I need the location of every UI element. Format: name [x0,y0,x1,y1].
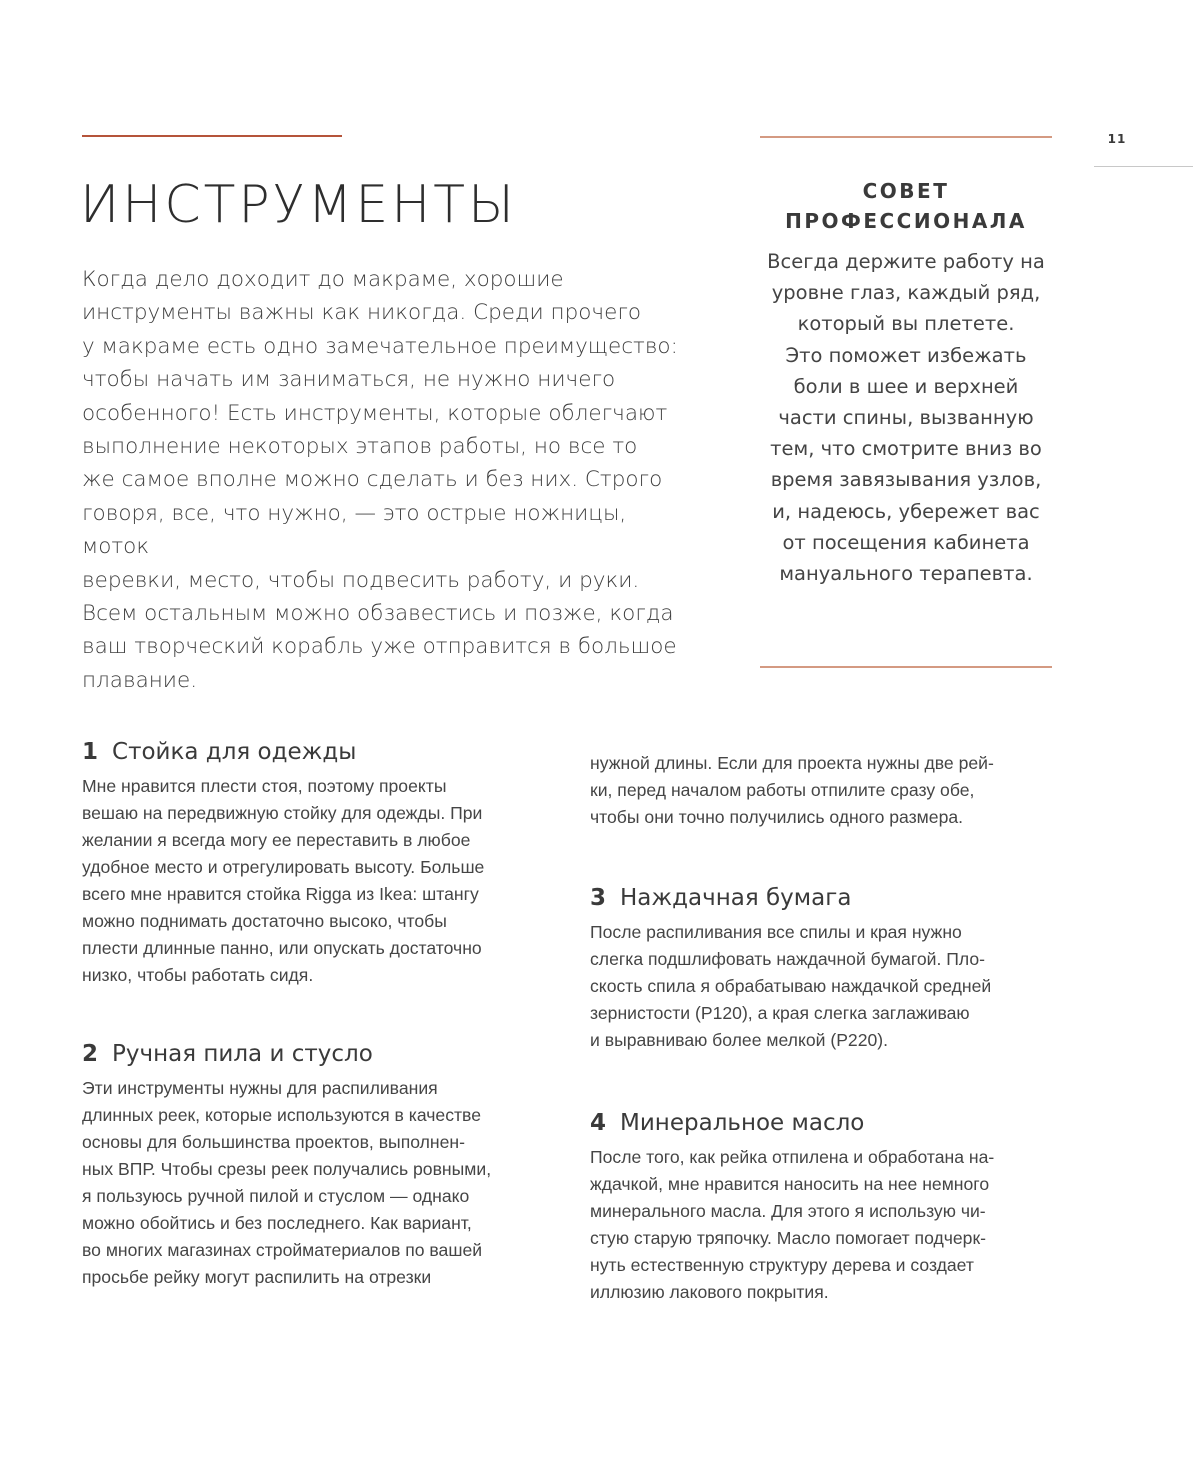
body-line: всего мне нравится стойка Rigga из Ikea: штангу [82,884,479,904]
pro-tip-line: тем, что смотрите вниз во [770,437,1042,461]
body-line: чтобы они точно получились одного размера. [590,807,964,827]
section-number: 2 [82,1041,99,1067]
body-line: удобное место и отрегулировать высоту. Больше [82,857,485,877]
body-line: стую старую тряпочку. Масло помогает подчерк- [590,1228,987,1248]
section-number: 4 [590,1110,607,1136]
section-title: Ручная пила и стусло [112,1041,373,1067]
body-line: иллюзию лакового покрытия. [590,1282,829,1302]
body-line: зернистости (P120), а края слегка заглаживаю [590,1003,970,1023]
body-line: вешаю на передвижную стойку для одежды. При [82,803,483,823]
intro-line: же самое вполне можно сделать и без них. Строго [82,467,663,493]
page-number: 11 [1107,132,1127,146]
folio-rule [1094,166,1193,167]
body-line: и выравниваю более мелкой (P220). [590,1030,889,1050]
intro-line: веревки, место, чтобы подвесить работу, и руки. [82,567,640,593]
title-rule [82,135,342,137]
intro-paragraph [82,263,682,697]
pro-tip-line: мануального терапевта. [779,562,1033,586]
section-clothes-rack [82,735,552,989]
intro-line: у макраме есть одно замечательное преимущество: [82,333,678,359]
intro-line: Всем остальным можно обзавестись и позже, когда [82,601,674,627]
pro-tip-line: от посещения кабинета [782,530,1030,554]
body-line: После распиливания все спилы и края нужно [590,922,962,942]
section-sandpaper [590,881,1060,1054]
body-line: ки, перед началом работы отпилите сразу обе, [590,780,975,800]
left-column [82,735,552,1291]
body-line: ждачкой, мне нравится наносить на нее немного [590,1174,990,1194]
pro-tip-line: Всегда держите работу на [767,250,1045,273]
pro-tip-line: уровне глаз, каждый ряд, [771,281,1041,305]
body-line: минерального масла. Для этого я использую чи- [590,1201,986,1221]
pro-tip-heading-line: СОВЕТ [862,179,950,203]
section-body [82,1075,552,1291]
pro-tip-line: который вы плетете. [797,312,1015,336]
pro-tip-line: части спины, вызванную [778,406,1034,430]
body-line: я пользуюсь ручной пилой и стуслом — однако [82,1186,470,1206]
section-hand-saw [82,1037,552,1291]
right-column [590,750,1060,1306]
body-line: во многих магазинах стройматериалов по вашей [82,1240,483,1260]
section-heading [82,1037,552,1071]
body-line: просьбе рейку могут распилить на отрезки [82,1267,432,1287]
section-number: 1 [82,739,99,765]
section-title: Стойка для одежды [112,739,357,765]
section-body [82,773,552,989]
body-line: ных ВПР. Чтобы срезы реек получались ровными, [82,1159,492,1179]
body-line: длинных реек, которые используются в качестве [82,1105,481,1125]
section-body [590,1144,1060,1306]
intro-line: Когда дело доходит до макраме, хорошие [82,267,564,292]
body-line: нужной длины. Если для проекта нужны две рей- [590,753,994,773]
pro-tip-text [750,246,1062,589]
body-line: плести длинные панно, или опускать достаточно [82,938,482,958]
section-number: 3 [590,885,607,911]
section-body-continued [590,750,1060,831]
intro-line: инструменты важны как никогда. Среди прочего [82,300,642,326]
pro-tip-heading [750,176,1062,236]
section-mineral-oil [590,1106,1060,1306]
pro-tip-line: время завязывания узлов, [770,468,1042,492]
body-line: нуть естественную структуру дерева и создает [590,1255,974,1275]
body-line: желании я всегда могу ее переставить в любое [82,830,471,850]
intro-line: ваш творческий корабль уже отправится в большое [82,634,677,660]
body-line: можно поднимать достаточно высоко, чтобы [82,911,447,931]
body-line: низко, чтобы работать сидя. [82,965,314,985]
page-title: ИНСТРУМЕНТЫ [80,175,517,235]
section-title: Наждачная бумага [620,885,852,911]
pro-tip-heading-line: ПРОФЕССИОНАЛА [785,209,1027,233]
section-heading [590,1106,1060,1140]
body-line: скость спила я обрабатываю наждачкой средней [590,976,992,996]
body-line: слегка подшлифовать наждачной бумагой. Пло- [590,949,985,969]
section-heading [590,881,1060,915]
body-line: основы для большинства проектов, выполнен- [82,1132,465,1152]
intro-line: выполнение некоторых этапов работы, но все то [82,434,638,460]
pro-tip-line: Это поможет избежать [785,343,1027,367]
intro-line: особенного! Есть инструменты, которые облегчают [82,400,668,426]
tip-bottom-rule [760,666,1052,668]
intro-line: чтобы начать им заниматься, не нужно ничего [82,367,616,393]
body-line: Мне нравится плести стоя, поэтому проекты [82,776,447,796]
intro-line: говоря, все, что нужно, — это острые ножницы, моток [82,500,627,560]
body-line: Эти инструменты нужны для распиливания [82,1078,438,1098]
section-title: Минеральное масло [620,1110,865,1136]
pro-tip-line: и, надеюсь, убережет вас [772,499,1040,523]
section-body [590,919,1060,1054]
body-line: можно обойтись и без последнего. Как вариант, [82,1213,472,1233]
pro-tip-box [750,176,1062,589]
tip-top-rule [760,136,1052,138]
pro-tip-line: боли в шее и верхней [793,374,1019,398]
section-heading [82,735,552,769]
intro-line: плавание. [82,667,198,693]
body-line: После того, как рейка отпилена и обработана на- [590,1147,995,1167]
